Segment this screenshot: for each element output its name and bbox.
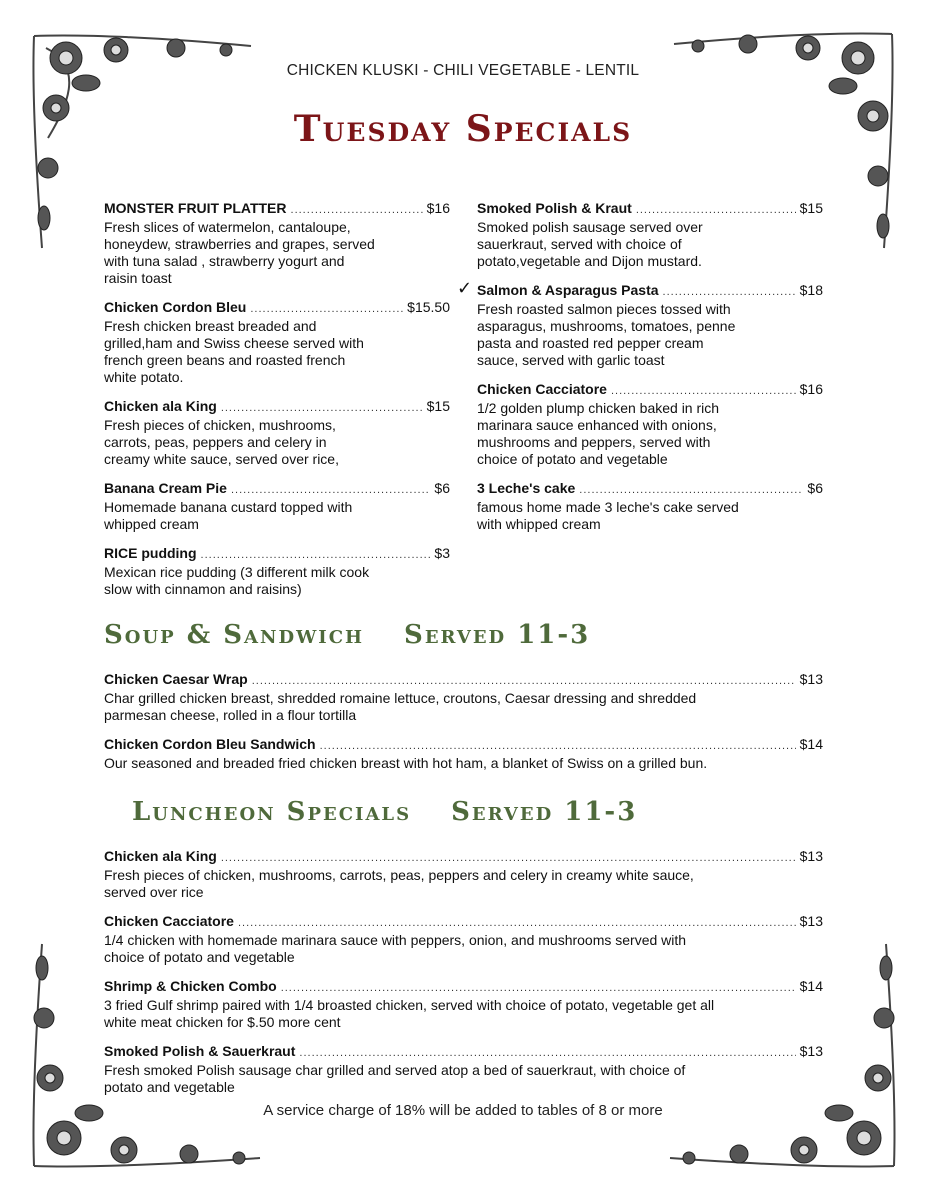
leader-dots <box>252 673 796 690</box>
menu-item-description: 1/4 chicken with homemade marinara sauce with peppers, onion, and mushrooms served with choice of potato and vegetable <box>104 932 687 965</box>
menu-item-name: Chicken Cordon Bleu Sandwich <box>104 736 316 752</box>
menu-item-description: Our seasoned and breaded fried chicken breast with hot ham, a blanket of Swiss on a grilled bun. <box>104 755 708 771</box>
menu-item-header <box>104 736 823 755</box>
menu-item-name: MONSTER FRUIT PLATTER <box>104 200 287 216</box>
menu-item-description: Fresh smoked Polish sausage char grilled and served atop a bed of sauerkraut, with choice of potato and vegetable <box>104 1062 686 1095</box>
leader-dots <box>320 738 796 755</box>
leader-dots <box>299 1045 795 1062</box>
menu-item-name: Chicken ala King <box>104 848 217 864</box>
menu-item-name: Banana Cream Pie <box>104 480 227 496</box>
menu-item-price: $16 <box>799 381 823 397</box>
menu-item-header <box>477 381 823 400</box>
menu-item-name: Shrimp & Chicken Combo <box>104 978 277 994</box>
leader-dots <box>238 915 796 932</box>
menu-item-name: Smoked Polish & Kraut <box>477 200 632 216</box>
menu-item <box>104 1043 823 1096</box>
menu-item-description: Fresh roasted salmon pieces tossed with asparagus, mushrooms, tomatoes, penne pasta and roasted red pepper cream sauce, served with garlic toast <box>477 301 736 368</box>
menu-item <box>104 913 823 966</box>
menu-item-description: 3 fried Gulf shrimp paired with 1/4 broasted chicken, served with choice of potato, vegetable get all white meat chicken for $.50 more cent <box>104 997 715 1030</box>
soup-sandwich-title-text: Soup & Sandwich <box>104 620 365 650</box>
menu-item-name: Chicken Cacciatore <box>477 381 607 397</box>
checkmark-icon: ✓ <box>457 278 473 298</box>
leader-dots <box>281 980 796 997</box>
menu-item-price: $13 <box>799 1043 823 1059</box>
menu-item-price: $15 <box>426 398 450 414</box>
leader-dots <box>221 850 796 867</box>
menu-item-header <box>104 480 450 499</box>
menu-item-description: Fresh chicken breast breaded and grilled,ham and Swiss cheese served with french green beans and roasted french white potato. <box>104 318 364 385</box>
menu-item-price: $6 <box>807 480 823 496</box>
menu-item-price: $15.50 <box>407 299 450 315</box>
soup-sandwich-served: Served 11-3 <box>404 620 591 650</box>
luncheon-specials-title-text: Luncheon Specials <box>132 797 412 827</box>
menu-item-header <box>104 545 450 564</box>
menu-item-name: Chicken Caesar Wrap <box>104 671 248 687</box>
menu-item-name: 3 Leche's cake <box>477 480 576 496</box>
menu-item-price: $13 <box>799 848 823 864</box>
menu-item <box>477 381 823 468</box>
tuesday-left-column <box>104 200 450 610</box>
menu-item <box>104 545 450 598</box>
menu-item-name: Chicken Cordon Bleu <box>104 299 247 315</box>
menu-item-price: $3 <box>434 545 450 561</box>
menu-item-price: $15 <box>799 200 823 216</box>
menu-item-header <box>104 671 823 690</box>
leader-dots <box>636 202 796 219</box>
soup-sandwich-title <box>104 620 590 650</box>
soups-of-the-day: CHICKEN KLUSKI - CHILI VEGETABLE - LENTIL <box>286 62 640 79</box>
menu-item-header <box>104 848 823 867</box>
menu-item-header <box>104 200 450 219</box>
menu-item-price: $16 <box>426 200 450 216</box>
leader-dots <box>663 284 796 301</box>
luncheon-specials-served: Served 11-3 <box>451 797 638 827</box>
menu-item-description: Fresh slices of watermelon, cantaloupe, honeydew, strawberries and grapes, served with tuna salad , strawberry yogurt and raisin toast <box>104 219 375 286</box>
menu-item-description: Fresh pieces of chicken, mushrooms, carrots, peas, peppers and celery in creamy white sauce, served over rice <box>104 867 694 900</box>
menu-item <box>104 299 450 386</box>
menu-item-description: 1/2 golden plump chicken baked in rich marinara sauce enhanced with onions, mushrooms and peppers, served with choice of potato and vegetable <box>477 400 720 467</box>
leader-dots <box>231 482 430 499</box>
menu-item <box>104 200 450 287</box>
menu-item <box>477 480 823 533</box>
menu-item-name: Smoked Polish & Sauerkraut <box>104 1043 296 1059</box>
menu-item-header <box>477 282 823 301</box>
menu-item <box>104 480 450 533</box>
menu-item-price: $13 <box>799 671 823 687</box>
leader-dots <box>201 547 431 564</box>
menu-item-header <box>104 1043 823 1062</box>
menu-item-description: Smoked polish sausage served over sauerkraut, served with choice of potato,vegetable and Dijon mustard. <box>477 219 703 269</box>
menu-item <box>104 848 823 901</box>
menu-item <box>457 278 823 369</box>
tuesday-specials-title: Tuesday Specials <box>293 108 633 150</box>
menu-item-name: Chicken ala King <box>104 398 217 414</box>
menu-item <box>104 736 823 772</box>
menu-item <box>104 671 823 724</box>
menu-item-price: $6 <box>434 480 450 496</box>
menu-item <box>104 398 450 468</box>
menu-item-name: Salmon & Asparagus Pasta <box>477 282 659 298</box>
menu-item-description: Mexican rice pudding (3 different milk cook slow with cinnamon and raisins) <box>104 564 370 597</box>
leader-dots <box>611 383 796 400</box>
menu-item-price: $14 <box>799 736 823 752</box>
menu-item-price: $14 <box>799 978 823 994</box>
menu-item-description: Char grilled chicken breast, shredded romaine lettuce, croutons, Caesar dressing and shredded parmesan cheese, rolled in a flour tortilla <box>104 690 697 723</box>
menu-item <box>104 978 823 1031</box>
luncheon-specials-title <box>132 797 637 827</box>
menu-item-header <box>104 299 450 318</box>
tuesday-right-column <box>457 200 823 545</box>
menu-item-description: famous home made 3 leche's cake served with whipped cream <box>477 499 739 532</box>
menu-item-header <box>477 200 823 219</box>
menu-item-price: $13 <box>799 913 823 929</box>
menu-item-header <box>104 913 823 932</box>
soup-sandwich-list <box>104 671 823 784</box>
menu-item <box>477 200 823 270</box>
leader-dots <box>250 301 403 318</box>
menu-item-header <box>477 480 823 499</box>
luncheon-specials-list <box>104 848 823 1108</box>
menu-item-price: $18 <box>799 282 823 298</box>
menu-item-name: Chicken Cacciatore <box>104 913 234 929</box>
leader-dots <box>579 482 803 499</box>
menu-item-name: RICE pudding <box>104 545 197 561</box>
service-charge-note: A service charge of 18% will be added to tables of 8 or more <box>263 1102 663 1119</box>
leader-dots <box>291 202 423 219</box>
menu-item-header <box>104 398 450 417</box>
menu-item-header <box>104 978 823 997</box>
leader-dots <box>221 400 423 417</box>
menu-item-description: Homemade banana custard topped with whipped cream <box>104 499 353 532</box>
menu-item-description: Fresh pieces of chicken, mushrooms, carrots, peas, peppers and celery in creamy white sauce, served over rice, <box>104 417 339 467</box>
